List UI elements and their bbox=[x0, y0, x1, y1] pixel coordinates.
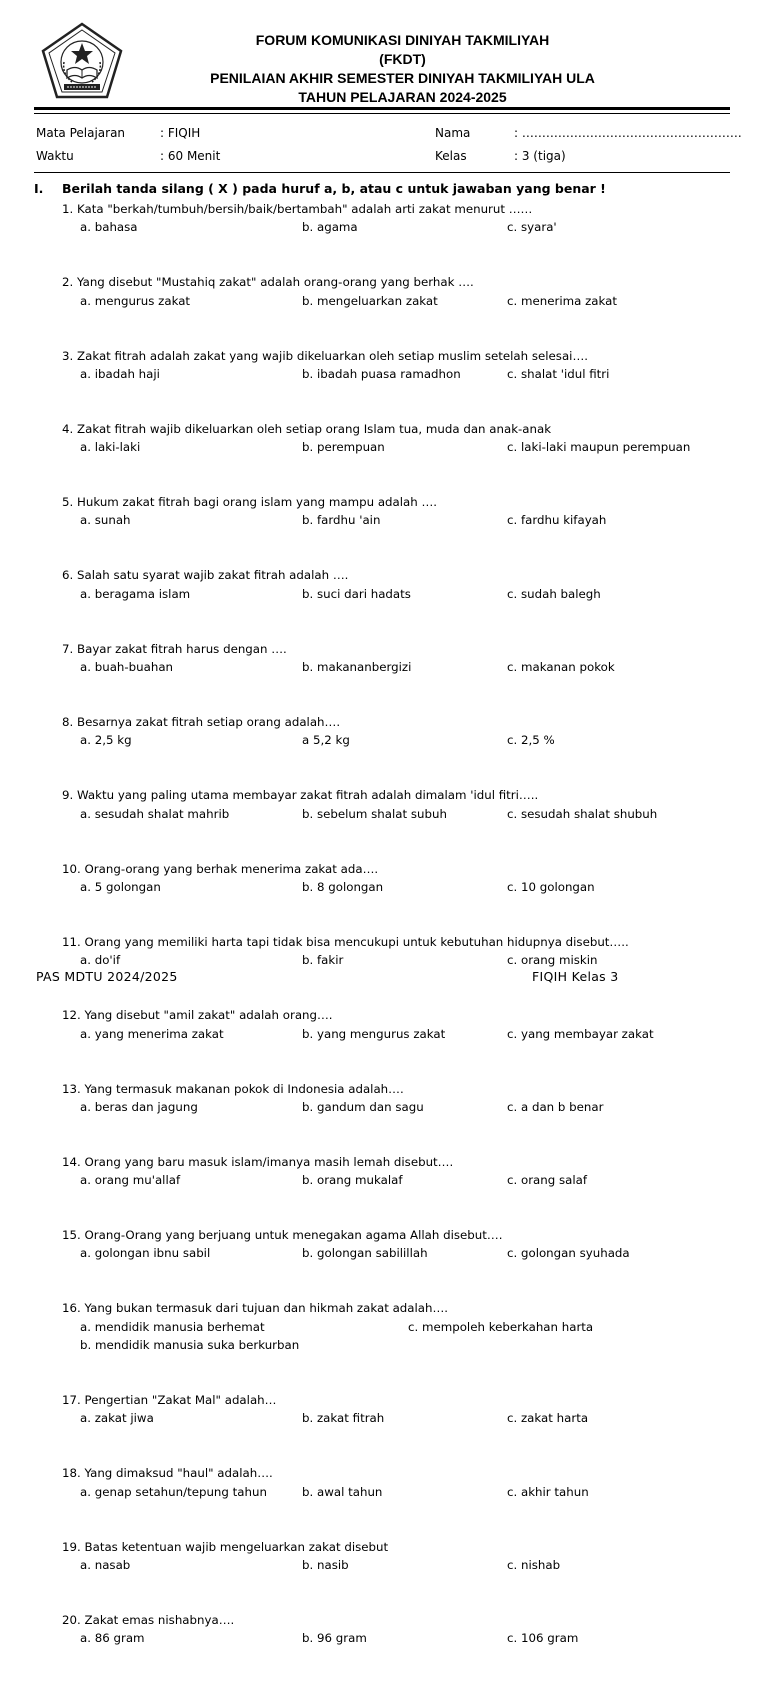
option-a[interactable]: a. do'if bbox=[80, 953, 121, 968]
fkdt-pentagon-seal-icon bbox=[40, 22, 124, 100]
answer-options bbox=[62, 1318, 742, 1336]
option-b[interactable]: b. makananbergizi bbox=[302, 660, 412, 675]
option-a[interactable]: a. beras dan jagung bbox=[80, 1099, 198, 1114]
answer-options bbox=[62, 511, 742, 529]
header-rule-thick bbox=[34, 107, 730, 110]
question-2 bbox=[62, 273, 742, 346]
option-a[interactable]: a. 2,5 kg bbox=[80, 733, 132, 748]
option-a[interactable]: a. ibadah haji bbox=[80, 366, 160, 381]
mapel-label: Mata Pelajaran bbox=[36, 126, 126, 140]
answer-options bbox=[62, 365, 742, 383]
option-c[interactable]: c. zakat harta bbox=[507, 1411, 589, 1426]
option-a[interactable]: a. golongan ibnu sabil bbox=[80, 1246, 211, 1261]
header-line-4: TAHUN PELAJARAN 2024-2025 bbox=[298, 89, 507, 105]
option-c[interactable]: c. nishab bbox=[507, 1557, 561, 1572]
answer-options bbox=[62, 292, 742, 310]
option-c[interactable]: c. golongan syuhada bbox=[507, 1246, 630, 1261]
answer-options bbox=[62, 1409, 742, 1427]
option-b[interactable]: b. nasib bbox=[302, 1557, 349, 1572]
option-b[interactable]: b. golongan sabilillah bbox=[302, 1246, 428, 1261]
question-3 bbox=[62, 347, 742, 420]
option-c[interactable]: c. orang miskin bbox=[507, 953, 598, 968]
question-text: 4. Zakat fitrah wajib dikeluarkan oleh setiap orang Islam tua, muda dan anak-anak bbox=[62, 421, 552, 436]
document-header bbox=[130, 31, 675, 107]
option-b[interactable]: b. agama bbox=[302, 220, 358, 235]
section-instruction: Berilah tanda silang ( X ) pada huruf a, b, atau c untuk jawaban yang benar ! bbox=[62, 181, 606, 196]
waktu-value: : 60 Menit bbox=[160, 149, 221, 163]
question-text: 5. Hukum zakat fitrah bagi orang islam yang mampu adalah …. bbox=[62, 495, 438, 510]
option-a[interactable]: a. buah-buahan bbox=[80, 660, 174, 675]
option-a[interactable]: a. 5 golongan bbox=[80, 879, 161, 894]
question-text: 13. Yang termasuk makanan pokok di Indonesia adalah…. bbox=[62, 1081, 404, 1096]
option-b[interactable]: b. fakir bbox=[302, 953, 344, 968]
option-b[interactable]: b. ibadah puasa ramadhon bbox=[302, 366, 461, 381]
answer-options bbox=[62, 218, 742, 236]
option-a[interactable]: a. yang menerima zakat bbox=[80, 1026, 224, 1041]
question-text: 14. Orang yang baru masuk islam/imanya masih lemah disebut…. bbox=[62, 1154, 454, 1169]
option-b[interactable]: b. orang mukalaf bbox=[302, 1173, 403, 1188]
kelas-value: : 3 (tiga) bbox=[514, 149, 566, 163]
option-a[interactable]: a. zakat jiwa bbox=[80, 1411, 154, 1426]
option-b[interactable]: b. awal tahun bbox=[302, 1484, 383, 1499]
option-c[interactable]: c. 10 golongan bbox=[507, 879, 595, 894]
question-19 bbox=[62, 1538, 742, 1611]
option-a[interactable]: a. orang mu'allaf bbox=[80, 1173, 181, 1188]
option-c[interactable]: c. menerima zakat bbox=[507, 293, 617, 308]
option-c[interactable]: c. a dan b benar bbox=[507, 1099, 604, 1114]
question-13 bbox=[62, 1080, 742, 1153]
question-8 bbox=[62, 713, 742, 786]
question-18 bbox=[62, 1464, 742, 1537]
option-a[interactable]: a. mendidik manusia berhemat bbox=[80, 1319, 265, 1334]
question-text: 6. Salah satu syarat wajib zakat fitrah adalah …. bbox=[62, 568, 349, 583]
answer-options bbox=[62, 731, 742, 749]
option-c[interactable]: c. laki-laki maupun perempuan bbox=[507, 440, 691, 455]
question-text: 16. Yang bukan termasuk dari tujuan dan hikmah zakat adalah…. bbox=[62, 1301, 449, 1316]
answer-options bbox=[62, 1483, 742, 1501]
option-b[interactable]: b. mendidik manusia suka berkurban bbox=[80, 1338, 300, 1353]
fkdt-logo bbox=[40, 22, 124, 100]
question-text: 19. Batas ketentuan wajib mengeluarkan zakat disebut bbox=[62, 1539, 389, 1554]
option-b[interactable]: b. yang mengurus zakat bbox=[302, 1026, 446, 1041]
option-b[interactable]: b. sebelum shalat subuh bbox=[302, 806, 447, 821]
option-c[interactable]: c. mempoleh keberkahan harta bbox=[408, 1319, 594, 1334]
question-4 bbox=[62, 420, 742, 493]
question-text: 8. Besarnya zakat fitrah setiap orang adalah…. bbox=[62, 715, 341, 730]
question-17 bbox=[62, 1391, 742, 1464]
answer-options bbox=[62, 878, 742, 896]
header-rule-thin bbox=[34, 113, 730, 114]
option-c[interactable]: c. syara' bbox=[507, 220, 557, 235]
question-15 bbox=[62, 1226, 742, 1299]
question-7 bbox=[62, 640, 742, 713]
header-line-3: PENILAIAN AKHIR SEMESTER DINIYAH TAKMILIYAH ULA bbox=[210, 70, 595, 86]
question-list bbox=[62, 200, 742, 1684]
option-b[interactable]: b. fardhu 'ain bbox=[302, 513, 381, 528]
question-9 bbox=[62, 786, 742, 859]
option-a[interactable]: a. nasab bbox=[80, 1557, 131, 1572]
option-a[interactable]: a. genap setahun/tepung tahun bbox=[80, 1484, 267, 1499]
answer-options bbox=[62, 1098, 742, 1116]
question-text: 15. Orang-Orang yang berjuang untuk menegakan agama Allah disebut…. bbox=[62, 1228, 503, 1243]
option-c[interactable]: c. 2,5 % bbox=[507, 733, 555, 748]
waktu-label: Waktu bbox=[36, 149, 74, 163]
answer-options bbox=[62, 658, 742, 676]
question-10 bbox=[62, 860, 742, 933]
answer-options bbox=[62, 438, 742, 456]
answer-options bbox=[62, 585, 742, 603]
question-text: 12. Yang disebut "amil zakat" adalah orang…. bbox=[62, 1008, 333, 1023]
option-c[interactable]: c. sesudah shalat shubuh bbox=[507, 806, 658, 821]
footer-right: FIQIH Kelas 3 bbox=[532, 969, 619, 984]
question-20 bbox=[62, 1611, 742, 1684]
option-c[interactable]: c. fardhu kifayah bbox=[507, 513, 607, 528]
question-5 bbox=[62, 493, 742, 566]
option-a[interactable]: a. sunah bbox=[80, 513, 131, 528]
answer-options bbox=[62, 1244, 742, 1262]
question-text: 1. Kata "berkah/tumbuh/bersih/baik/bertambah" adalah arti zakat menurut …… bbox=[62, 202, 533, 216]
option-a[interactable]: a. sesudah shalat mahrib bbox=[80, 806, 230, 821]
option-c[interactable]: c. sudah balegh bbox=[507, 586, 601, 601]
option-a[interactable]: a. beragama islam bbox=[80, 586, 191, 601]
option-b[interactable]: b. suci dari hadats bbox=[302, 586, 411, 601]
option-a[interactable]: a. 86 gram bbox=[80, 1631, 145, 1646]
answer-options bbox=[62, 1629, 742, 1647]
answer-options bbox=[62, 805, 742, 823]
option-b[interactable]: b. zakat fitrah bbox=[302, 1411, 385, 1426]
option-c[interactable]: c. makanan pokok bbox=[507, 660, 615, 675]
option-a[interactable]: a. bahasa bbox=[80, 220, 138, 235]
option-b[interactable]: b. mengeluarkan zakat bbox=[302, 293, 438, 308]
nama-label: Nama bbox=[435, 126, 471, 140]
section-number: I. bbox=[34, 181, 44, 196]
question-text: 2. Yang disebut "Mustahiq zakat" adalah orang-orang yang berhak …. bbox=[62, 275, 474, 290]
option-a[interactable]: a. mengurus zakat bbox=[80, 293, 191, 308]
info-rule bbox=[34, 172, 730, 173]
kelas-label: Kelas bbox=[435, 149, 467, 163]
option-a[interactable]: a. laki-laki bbox=[80, 440, 141, 455]
question-1 bbox=[62, 200, 742, 273]
question-12 bbox=[62, 1006, 742, 1079]
option-c[interactable]: c. yang membayar zakat bbox=[507, 1026, 654, 1041]
question-text: 10. Orang-orang yang berhak menerima zakat ada…. bbox=[62, 861, 379, 876]
option-c[interactable]: c. 106 gram bbox=[507, 1631, 579, 1646]
header-line-1: FORUM KOMUNIKASI DINIYAH TAKMILIYAH bbox=[255, 32, 550, 48]
footer-left: PAS MDTU 2024/2025 bbox=[36, 969, 178, 984]
question-text: 3. Zakat fitrah adalah zakat yang wajib dikeluarkan oleh setiap muslim setelah selesai…. bbox=[62, 348, 589, 363]
question-text: 11. Orang yang memiliki harta tapi tidak bisa mencukupi untuk kebutuhan hidupnya disebut….. bbox=[62, 934, 629, 949]
answer-options bbox=[62, 951, 742, 969]
answer-options bbox=[62, 1171, 742, 1189]
answer-options-row-2 bbox=[62, 1336, 742, 1354]
option-c[interactable]: c. akhir tahun bbox=[507, 1484, 589, 1499]
nama-field[interactable]: : ………………………………………………. bbox=[514, 126, 742, 140]
option-b[interactable]: b. perempuan bbox=[302, 440, 385, 455]
question-text: 17. Pengertian "Zakat Mal" adalah… bbox=[62, 1393, 277, 1408]
question-16 bbox=[62, 1299, 742, 1391]
option-b[interactable]: b. gandum dan sagu bbox=[302, 1099, 424, 1114]
answer-options bbox=[62, 1025, 742, 1043]
question-14 bbox=[62, 1153, 742, 1226]
option-b[interactable]: a 5,2 kg bbox=[302, 733, 350, 748]
header-line-2: (FKDT) bbox=[379, 51, 426, 67]
question-text: 18. Yang dimaksud "haul" adalah…. bbox=[62, 1466, 273, 1481]
option-b[interactable]: b. 96 gram bbox=[302, 1631, 367, 1646]
option-c[interactable]: c. shalat 'idul fitri bbox=[507, 366, 610, 381]
question-6 bbox=[62, 566, 742, 639]
mapel-value: : FIQIH bbox=[160, 126, 201, 140]
option-c[interactable]: c. orang salaf bbox=[507, 1173, 588, 1188]
question-text: 7. Bayar zakat fitrah harus dengan …. bbox=[62, 641, 287, 656]
option-b[interactable]: b. 8 golongan bbox=[302, 879, 384, 894]
question-text: 20. Zakat emas nishabnya…. bbox=[62, 1612, 235, 1627]
question-text: 9. Waktu yang paling utama membayar zakat fitrah adalah dimalam 'idul fitri….. bbox=[62, 788, 539, 803]
answer-options bbox=[62, 1556, 742, 1574]
